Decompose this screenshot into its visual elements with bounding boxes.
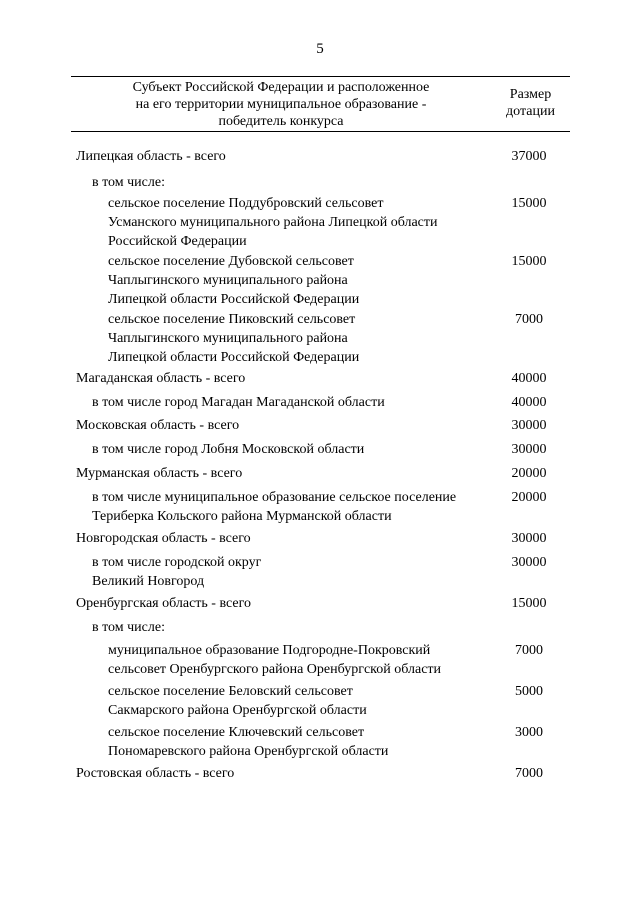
row-name-line: сельское поселение Дубовской сельсовет (108, 254, 354, 269)
row-name-line: Мурманская область - всего (76, 466, 243, 481)
row-amount: 20000 (511, 466, 547, 481)
row-name (76, 416, 239, 435)
row-name-line: Новгородская область - всего (76, 531, 251, 546)
row-amount: 15000 (511, 596, 547, 611)
row-name (108, 252, 359, 309)
row-name-line: в том числе: (92, 175, 165, 190)
row-name-line: сельское поселение Беловский сельсовет (108, 684, 353, 699)
row-name (76, 369, 245, 388)
row-name-line: сельское поселение Поддубровский сельсовет (108, 196, 384, 211)
row-name (92, 618, 165, 637)
row-name-line: в том числе город Магадан Магаданской области (92, 395, 385, 410)
row-name-line: Чаплыгинского муниципального района (108, 331, 348, 346)
row-name (108, 682, 367, 720)
row-name-line: Ростовская область - всего (76, 766, 235, 781)
row-name (92, 393, 385, 412)
row-name (76, 594, 251, 613)
page-number: 5 (316, 41, 324, 57)
row-name-line: сельсовет Оренбургского района Оренбургской области (108, 662, 442, 677)
row-amount: 7000 (515, 766, 543, 781)
row-amount: 15000 (511, 196, 547, 211)
header-subject-line: Субъект Российской Федерации и расположенное (132, 80, 430, 95)
row-name (108, 723, 388, 761)
row-name (76, 147, 226, 166)
row-name (92, 553, 261, 591)
row-name-line: Липецкая область - всего (76, 149, 226, 164)
header-amount-line: Размер (509, 87, 552, 102)
row-amount: 30000 (511, 531, 547, 546)
row-name-line: в том числе: (92, 620, 165, 635)
row-name (108, 641, 441, 679)
row-name (92, 488, 456, 526)
row-name-line: Великий Новгород (92, 574, 205, 589)
row-name-line: Московская область - всего (76, 418, 240, 433)
row-amount: 7000 (515, 643, 543, 658)
row-name-line: в том числе городской округ (92, 555, 262, 570)
header-subject-line: на его территории муниципальное образование - (135, 97, 427, 112)
header-subject (71, 79, 491, 130)
row-name-line: Липецкой области Российской Федерации (108, 350, 360, 365)
row-amount: 40000 (511, 395, 547, 410)
row-name (108, 310, 359, 367)
row-amount: 30000 (511, 555, 547, 570)
row-name (76, 464, 242, 483)
row-amount: 30000 (511, 418, 547, 433)
row-amount: 3000 (515, 725, 543, 740)
row-amount: 20000 (511, 490, 547, 505)
row-name (92, 440, 364, 459)
header-amount-line: дотации (506, 104, 555, 119)
row-name-line: Усманского муниципального района Липецкой области (108, 215, 438, 230)
row-name (76, 764, 234, 783)
row-name-line: сельское поселение Пиковский сельсовет (108, 312, 356, 327)
row-amount: 37000 (511, 149, 547, 164)
row-amount: 7000 (515, 312, 543, 327)
header-subject-line: победитель конкурса (218, 114, 344, 129)
row-name-line: муниципальное образование Подгородне-Покровский (108, 643, 431, 658)
row-amount: 15000 (511, 254, 547, 269)
row-name-line: Пономаревского района Оренбургской области (108, 744, 389, 759)
row-name (76, 529, 251, 548)
row-name-line: в том числе город Лобня Московской области (92, 442, 365, 457)
row-name-line: в том числе муниципальное образование сельское поселение (92, 490, 457, 505)
row-name (108, 194, 438, 251)
row-name-line: Сакмарского района Оренбургской области (108, 703, 367, 718)
row-name-line: Оренбургская область - всего (76, 596, 251, 611)
row-name-line: Российской Федерации (108, 234, 247, 249)
header-amount (491, 86, 570, 120)
row-name-line: Магаданская область - всего (76, 371, 246, 386)
row-name (92, 173, 165, 192)
row-name-line: Чаплыгинского муниципального района (108, 273, 348, 288)
row-amount: 40000 (511, 371, 547, 386)
row-name-line: сельское поселение Ключевский сельсовет (108, 725, 365, 740)
row-amount: 5000 (515, 684, 543, 699)
row-name-line: Териберка Кольского района Мурманской области (92, 509, 392, 524)
table-header (71, 76, 570, 132)
row-name-line: Липецкой области Российской Федерации (108, 292, 360, 307)
row-amount: 30000 (511, 442, 547, 457)
